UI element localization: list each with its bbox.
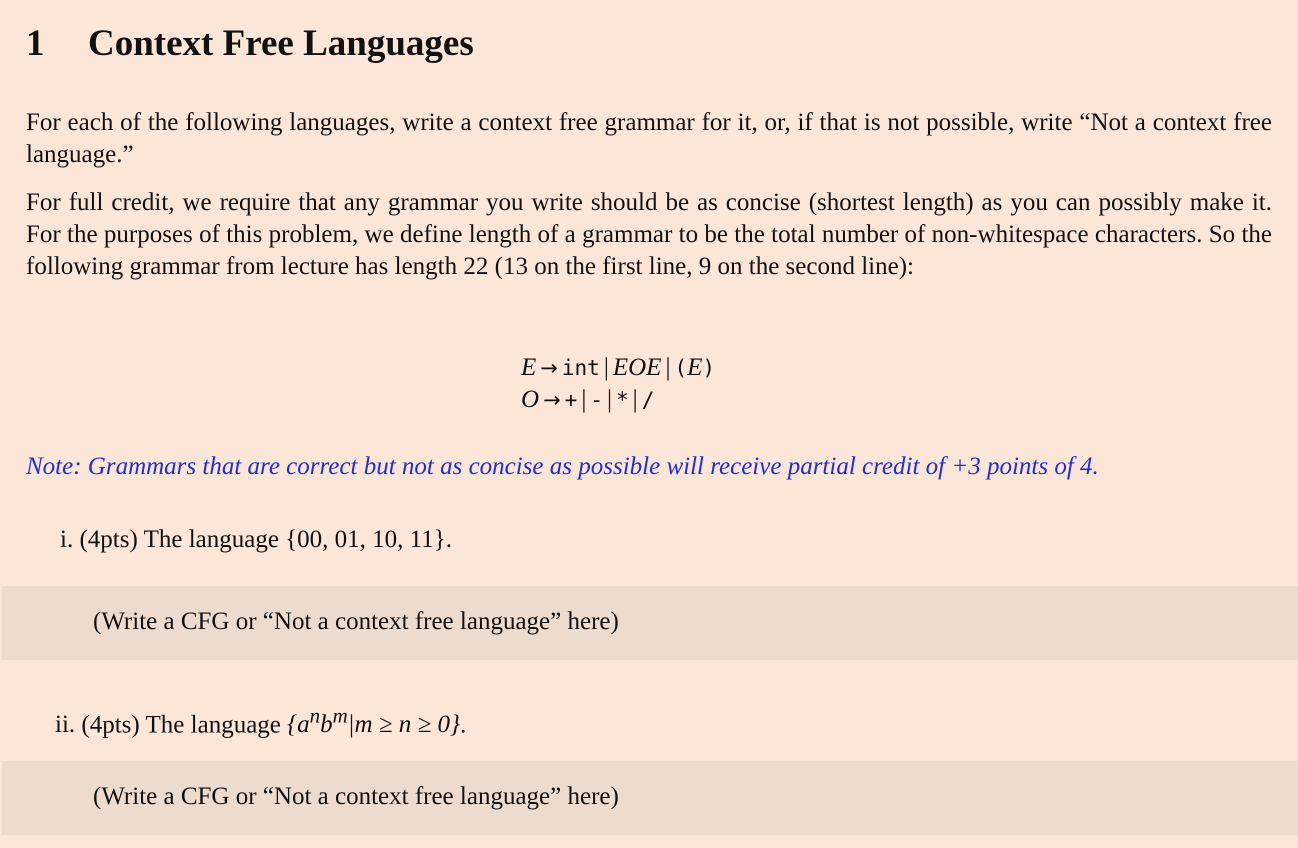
section-heading [26,22,474,66]
partial-credit-note: Note: Grammars that are correct but not as concise as possible will receive partial credit of +3 points of 4. [26,453,1099,480]
grammar-rule-o: O → + | - | * | / [521,386,655,413]
answer-placeholder: (Write a CFG or “Not a context free language” here) [93,783,619,810]
instructions-paragraph: For each of the following languages, write a context free grammar for it, or, if that is not possible, write “Not a context free language.” [26,109,1272,168]
section-title: Context Free Languages [88,23,474,64]
grading-paragraph: For full credit, we require that any grammar you write should be as concise (shortest length) as you can possibly make it. For the purposes of this problem, we define length of a grammar to be the total number of non-whitespace characters. So the following grammar from lecture has length 22 (13 on the first line, 9 on the second line): [26,189,1272,280]
example-grammar [521,352,715,416]
question-prefix: (4pts) The language [81,711,288,739]
question-ii: ii. (4pts) The language $\{a^nb^m|m \ge n \ge 0\}$. [55,700,466,741]
question-number: ii. [55,711,76,739]
answer-field-i[interactable] [2,586,1298,660]
grammar-rule-e: E → int | EOE | (E) [521,354,716,381]
question-math: $\{a^nb^m|m \ge n \ge 0\}$ [287,704,460,739]
answer-placeholder: (Write a CFG or “Not a context free language” here) [93,608,619,635]
answer-field-ii[interactable] [2,761,1298,835]
question-number: i. [60,526,74,553]
question-prefix: (4pts) The language [79,526,286,553]
section-number: 1 [26,23,45,64]
question-i: i. (4pts) The language {00, 01, 10, 11}. [60,524,452,556]
question-math: {00, 01, 10, 11} [285,526,446,553]
